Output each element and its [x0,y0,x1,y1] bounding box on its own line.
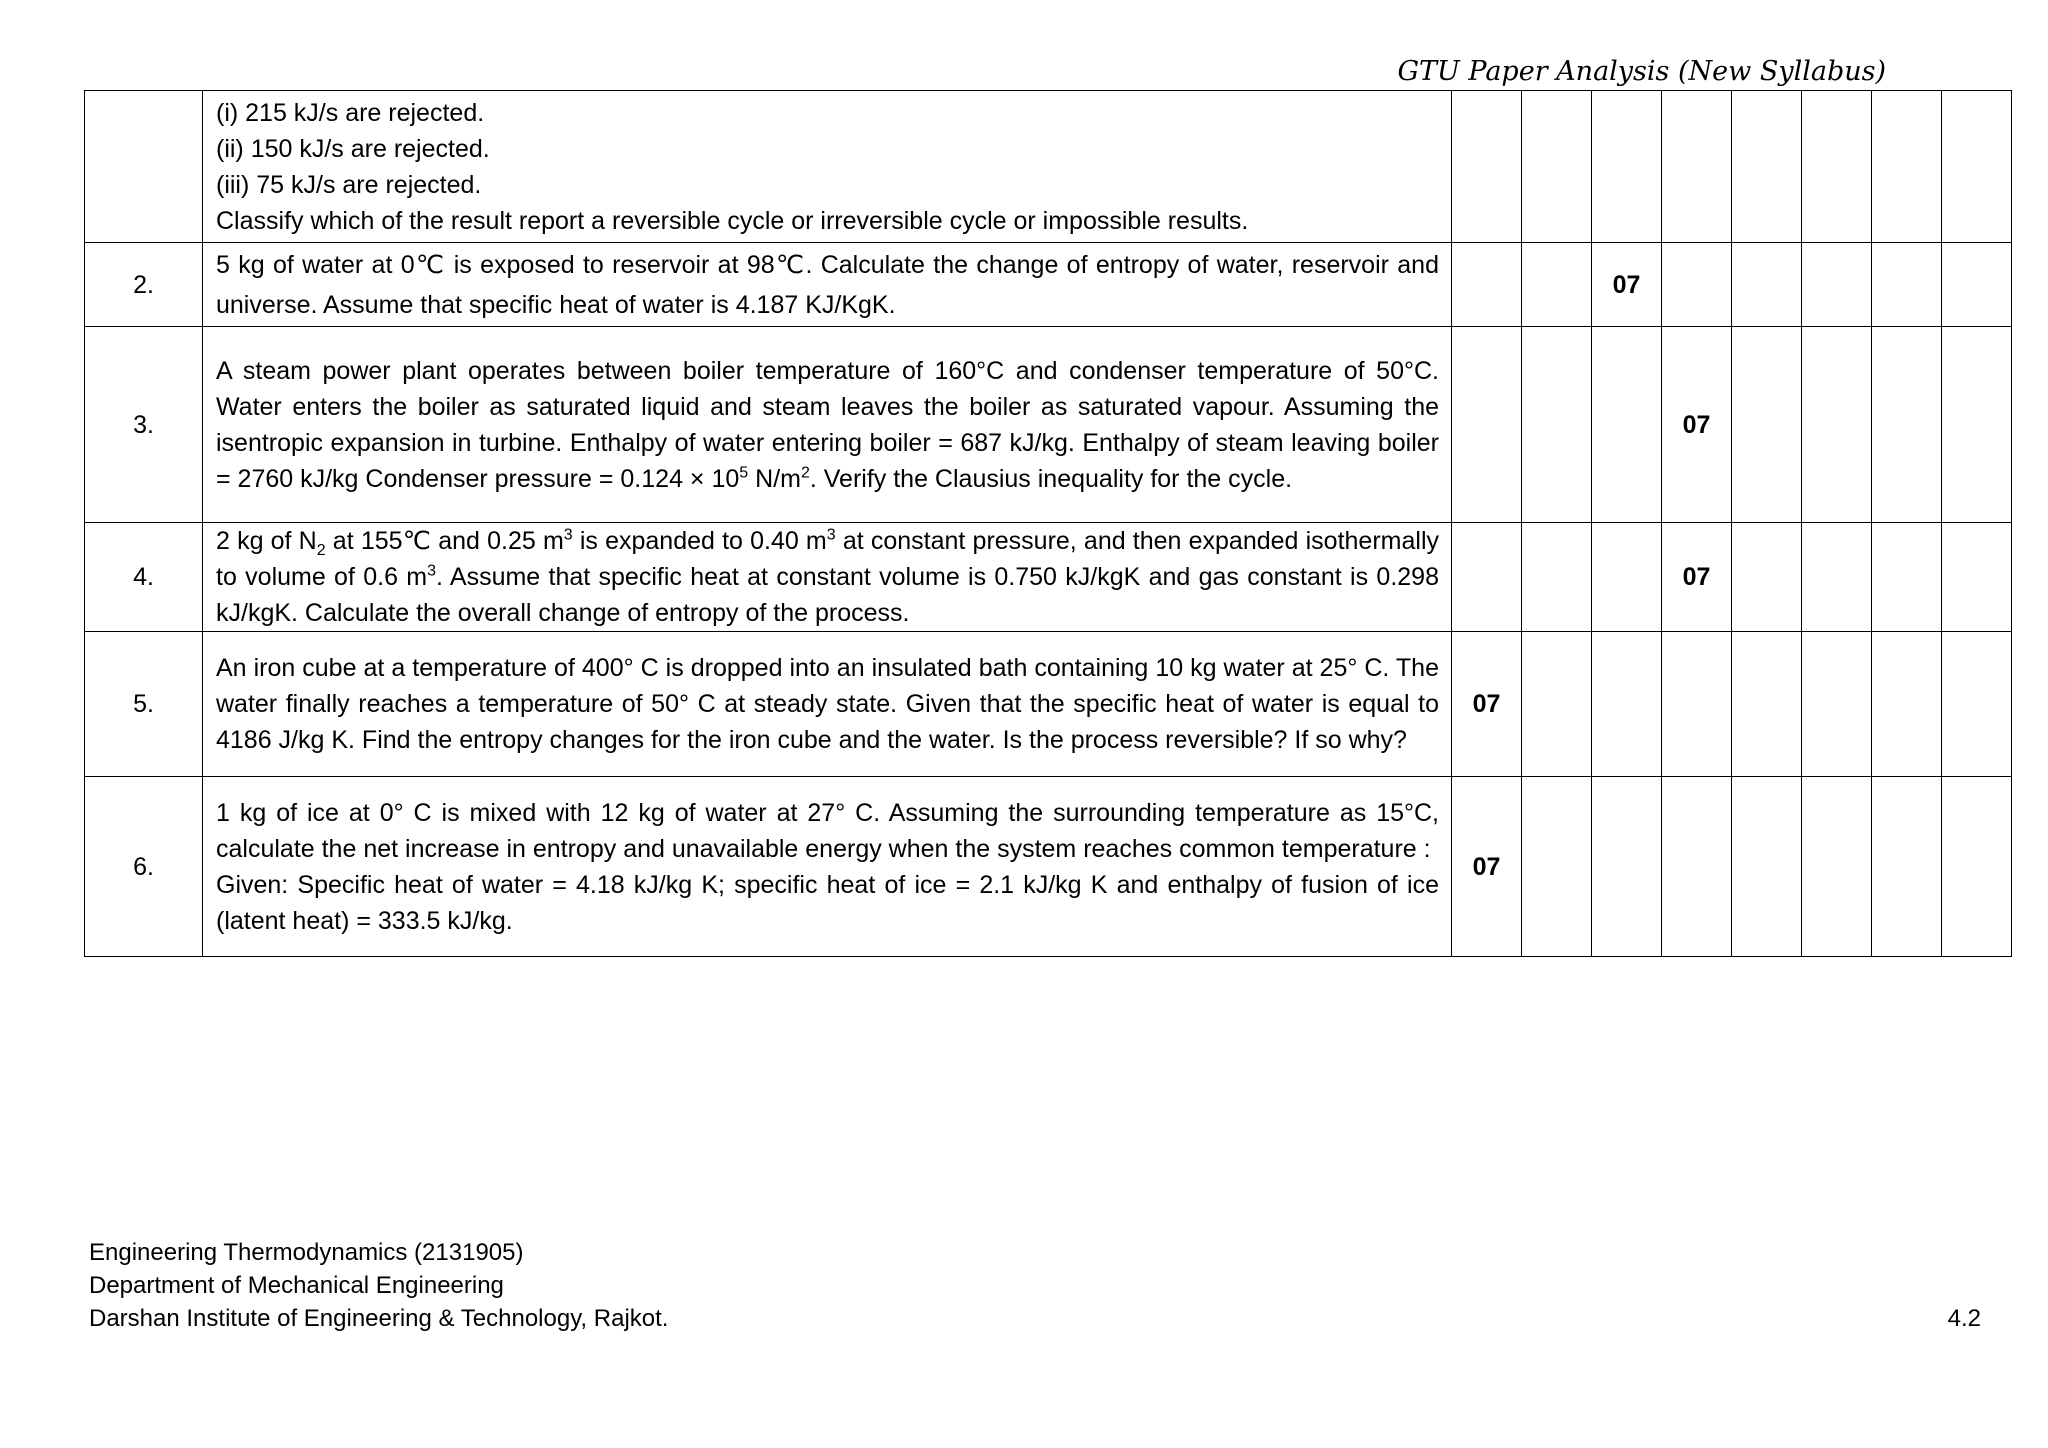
mark-cell: 07 [1592,243,1662,327]
question-body: 5 kg of water at 0℃ is exposed to reservoir at 98℃. Calculate the change of entropy of water, reservoir and universe. Assume that specific heat of water is 4.187 KJ/KgK. [216,250,1439,319]
mark-cell [1872,523,1942,632]
question-line: (ii) 150 kJ/s are rejected. [216,134,490,163]
superscript: 2 [800,464,810,482]
mark-cell [1942,243,2012,327]
question-given: Given: Specific heat of water = 4.18 kJ/kg K; specific heat of ice = 2.1 kJ/kg K and enthalpy of fusion of ice (latent heat) = 333.5 kJ/kg. [216,870,1439,935]
question-text [203,632,1452,777]
mark-cell [1452,91,1522,243]
text-segment: . Verify the Clausius inequality for the cycle. [809,464,1293,493]
mark-cell [1872,327,1942,523]
mark-cell [1942,777,2012,957]
text-segment: at 155℃ and 0.25 m [325,527,564,555]
question-line: (iii) 75 kJ/s are rejected. [216,170,482,199]
mark-cell [1872,777,1942,957]
question-text [203,777,1452,957]
question-number: 4. [85,523,203,632]
mark-cell [1942,91,2012,243]
page-footer [89,1236,668,1335]
mark-cell: 07 [1452,777,1522,957]
mark-cell [1802,243,1872,327]
mark-cell [1802,777,1872,957]
mark-cell [1662,777,1732,957]
mark-cell [1662,243,1732,327]
text-segment: N/m [748,464,801,493]
footer-course: Engineering Thermodynamics (2131905) [89,1239,524,1266]
text-segment: A steam power plant operates between boiler temperature of 160°C and condenser temperature of 50°C. Water enters the boiler as saturated liquid and steam leaves the boiler as saturated vapour. Assuming the isentropic expansion in turbine. Enthalpy of water entering boiler = 687 kJ/kg. Enthalpy of steam leaving boiler = 2760 kJ/kg Condenser pressure = 0.124 × 10 [216,356,1439,493]
mark-cell [1802,91,1872,243]
mark-cell [1592,777,1662,957]
table-row [85,777,2012,957]
question-line: (i) 215 kJ/s are rejected. [216,98,485,127]
page-number: 4.2 [1947,1305,1981,1332]
question-number [85,91,203,243]
mark-cell [1942,327,2012,523]
mark-cell: 07 [1452,632,1522,777]
mark-cell [1732,632,1802,777]
mark-cell [1732,523,1802,632]
footer-department: Department of Mechanical Engineering [89,1272,504,1299]
question-text [203,523,1452,632]
mark-cell [1942,523,2012,632]
mark-cell [1452,327,1522,523]
mark-cell [1522,523,1592,632]
mark-cell [1732,91,1802,243]
question-text [203,327,1452,523]
mark-cell [1732,243,1802,327]
table-row [85,327,2012,523]
mark-cell [1522,243,1592,327]
question-line: Classify which of the result report a reversible cycle or irreversible cycle or impossible results. [216,206,1249,235]
mark-cell [1732,327,1802,523]
question-number: 2. [85,243,203,327]
mark-cell [1592,91,1662,243]
mark-cell [1662,91,1732,243]
subscript: 2 [316,542,326,559]
mark-cell [1452,243,1522,327]
text-segment: is expanded to 0.40 m [572,527,827,555]
mark-cell [1592,523,1662,632]
question-number: 6. [85,777,203,957]
mark-cell [1522,632,1592,777]
mark-cell [1732,777,1802,957]
mark-cell [1452,523,1522,632]
superscript: 5 [739,464,749,482]
question-text [203,243,1452,327]
question-body: 1 kg of ice at 0° C is mixed with 12 kg of water at 27° C. Assuming the surrounding temperature as 15°C, calculate the net increase in entropy and unavailable energy when the system reaches common temperature : [216,798,1439,863]
table-row [85,91,2012,243]
question-body [216,523,1439,631]
mark-cell [1592,632,1662,777]
mark-cell [1872,91,1942,243]
table-row [85,523,2012,632]
mark-cell [1662,632,1732,777]
question-body [216,353,1439,497]
mark-cell [1592,327,1662,523]
question-body: An iron cube at a temperature of 400° C is dropped into an insulated bath containing 10 kg water at 25° C. The water finally reaches a temperature of 50° C at steady state. Given that the specific heat of water is equal to 4186 J/kg K. Find the entropy changes for the iron cube and the water. Is the process reversible? If so why? [216,654,1439,754]
table-row [85,632,2012,777]
superscript: 3 [563,526,573,544]
mark-cell [1942,632,2012,777]
mark-cell: 07 [1662,523,1732,632]
text-segment: 2 kg of N [216,527,317,555]
text-segment: at constant pressure, and then expanded isothermally to volume of 0.6 m [216,527,1440,591]
question-text [203,91,1452,243]
table-row [85,243,2012,327]
text-segment: . Assume that specific heat at constant volume is 0.750 kJ/kgK and gas constant is 0.298 kJ/kgK. Calculate the overall change of entropy of the process. [216,563,1439,627]
question-number: 3. [85,327,203,523]
mark-cell [1522,327,1592,523]
page-header-title: GTU Paper Analysis (New Syllabus) [1397,56,1886,87]
mark-cell [1802,523,1872,632]
question-table [84,90,2012,957]
mark-cell [1802,327,1872,523]
mark-cell [1522,777,1592,957]
mark-cell [1872,632,1942,777]
mark-cell [1522,91,1592,243]
superscript: 3 [427,562,437,580]
mark-cell [1872,243,1942,327]
mark-cell [1802,632,1872,777]
mark-cell: 07 [1662,327,1732,523]
superscript: 3 [826,526,836,544]
footer-institute: Darshan Institute of Engineering & Technology, Rajkot. [89,1305,669,1332]
question-number: 5. [85,632,203,777]
